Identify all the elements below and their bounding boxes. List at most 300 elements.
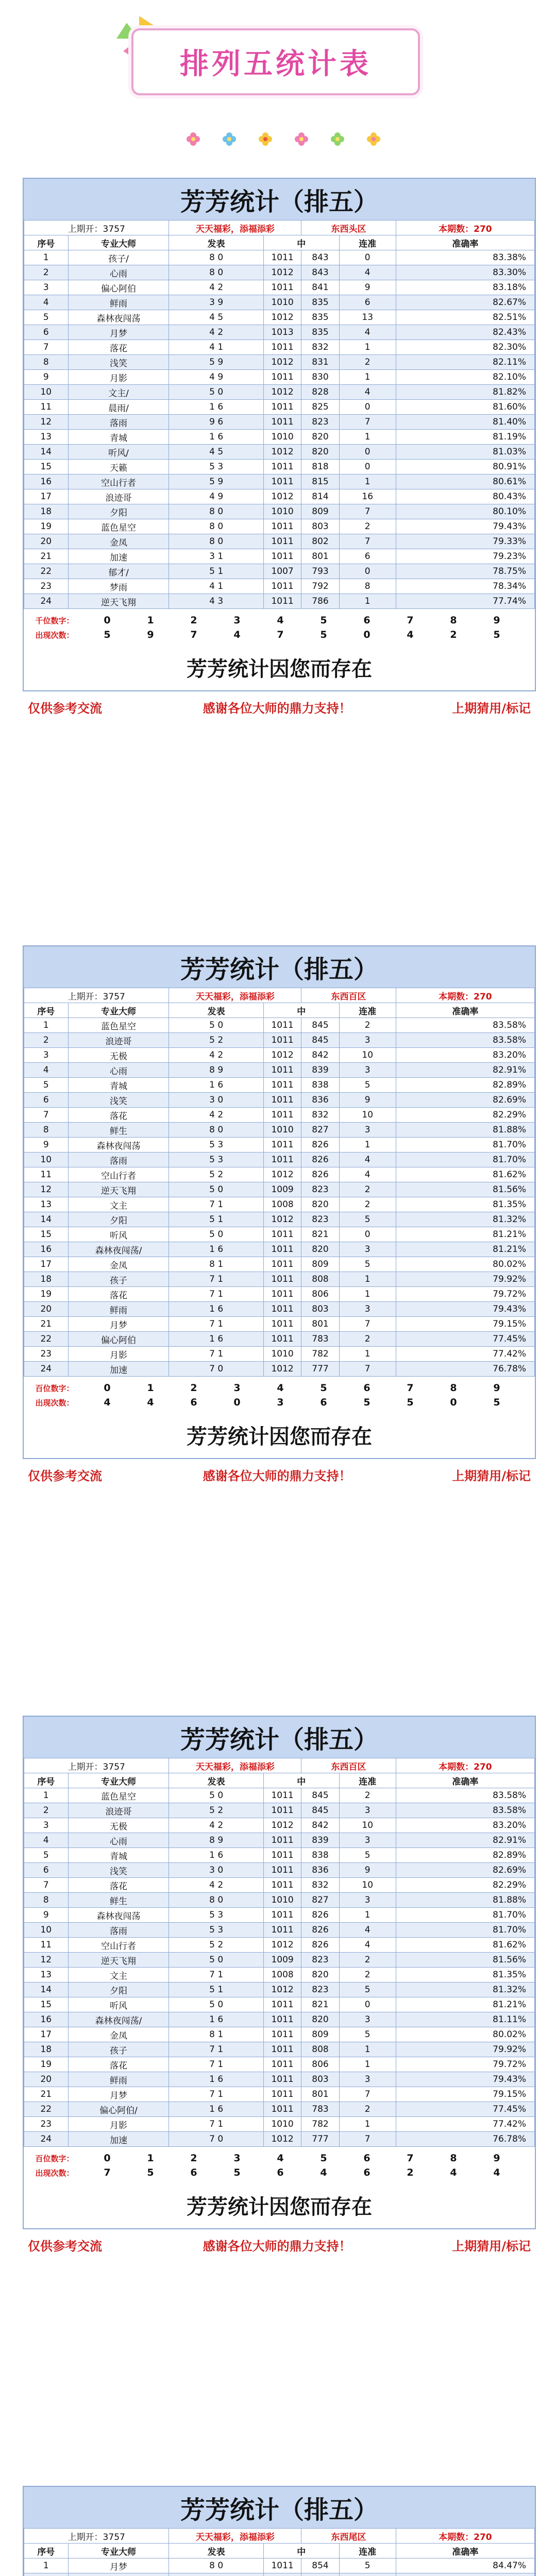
picks-cell: 1 6	[169, 1078, 264, 1093]
master-name-cell: 浪迹哥	[68, 1803, 169, 1818]
master-name-cell: 蓝色星空	[68, 1788, 169, 1803]
hits-cell: 823	[301, 1212, 339, 1227]
rank-cell: 15	[24, 1997, 69, 2012]
hits-cell: 801	[301, 1317, 339, 1332]
count-cell: 4	[407, 629, 414, 640]
rank-cell: 18	[24, 1272, 69, 1287]
master-name-cell: 郁才/	[68, 564, 169, 579]
hits-cell: 838	[301, 1078, 339, 1093]
count-cell: 5	[320, 629, 327, 640]
hits-cell: 820	[301, 1968, 339, 1982]
accuracy-cell: 81.35%	[396, 1197, 534, 1212]
rank-cell: 17	[24, 2027, 69, 2042]
published-cell: 1011	[263, 2087, 301, 2102]
hits-cell: 821	[301, 1997, 339, 2012]
accuracy-cell: 82.43%	[396, 325, 534, 340]
picks-cell: 5 9	[169, 474, 264, 489]
column-header: 中	[263, 1773, 339, 1788]
picks-cell: 4 2	[169, 325, 264, 340]
streak-cell: 2	[339, 2102, 396, 2117]
count-cell: 6	[277, 2167, 284, 2178]
master-name-cell: 夕阳	[68, 504, 169, 519]
region-label: 东西百区	[301, 988, 396, 1003]
hits-cell: 826	[301, 1138, 339, 1153]
rank-cell: 14	[24, 445, 69, 460]
published-cell: 1010	[263, 1893, 301, 1908]
table-row	[24, 1362, 535, 1377]
master-name-cell: 晨雨/	[68, 400, 169, 415]
table-row	[24, 1302, 535, 1317]
accuracy-cell: 79.23%	[396, 549, 534, 564]
streak-cell: 2	[339, 1788, 396, 1803]
digit-cell: 0	[104, 1382, 111, 1394]
rank-cell: 16	[24, 1242, 69, 1257]
master-name-cell: 天籁	[68, 460, 169, 474]
table-row	[24, 1332, 535, 1347]
hits-cell: 823	[301, 1982, 339, 1997]
digit-cell: 3	[233, 615, 241, 626]
table-row	[24, 1953, 535, 1968]
hits-cell: 845	[301, 1018, 339, 1033]
hits-cell: 842	[301, 1818, 339, 1833]
accuracy-cell: 81.70%	[396, 1923, 534, 1938]
this-period-label: 本期数：270	[396, 1758, 534, 1773]
rank-cell: 20	[24, 534, 69, 549]
picks-cell: 5 2	[169, 1167, 264, 1182]
count-cell: 2	[407, 2167, 414, 2178]
count-cell: 4	[233, 629, 241, 640]
streak-cell: 1	[339, 430, 396, 445]
table-row	[24, 1018, 535, 1033]
rank-cell: 24	[24, 594, 69, 609]
table-row	[24, 400, 535, 415]
footer-note	[23, 1459, 536, 1490]
hits-cell: 782	[301, 2117, 339, 2132]
stats-card	[23, 1716, 536, 2229]
hits-cell: 806	[301, 1287, 339, 1302]
accuracy-cell: 81.32%	[396, 1212, 534, 1227]
published-cell: 1010	[263, 2117, 301, 2132]
published-cell: 1011	[263, 1863, 301, 1878]
streak-cell: 7	[339, 2087, 396, 2102]
picks-cell: 8 0	[169, 1123, 264, 1138]
published-cell: 1012	[263, 355, 301, 370]
digit-cell: 2	[190, 1382, 197, 1394]
hits-cell: 836	[301, 1863, 339, 1878]
table-row	[24, 549, 535, 564]
footer-note	[23, 691, 536, 722]
master-name-cell: 青城	[68, 1078, 169, 1093]
count-cell: 4	[493, 2167, 500, 2178]
count-cell: 0	[450, 1397, 457, 1408]
streak-cell: 3	[339, 2072, 396, 2087]
master-name-cell: 森林夜闯荡	[68, 1908, 169, 1923]
count-cell: 6	[320, 1397, 327, 1408]
table-row	[24, 1197, 535, 1212]
published-cell: 1011	[263, 519, 301, 534]
rank-cell: 1	[24, 1788, 69, 1803]
rank-cell: 8	[24, 1123, 69, 1138]
table-row	[24, 430, 535, 445]
master-name-cell: 偏心阿伯	[68, 280, 169, 295]
region-label: 东西尾区	[301, 2529, 396, 2544]
digit-cell: 1	[147, 615, 154, 626]
published-cell: 1010	[263, 1347, 301, 1362]
digit-cell: 3	[233, 2153, 241, 2164]
digit-cell: 5	[320, 1382, 327, 1394]
accuracy-cell: 80.61%	[396, 474, 534, 489]
hits-cell: 826	[301, 1908, 339, 1923]
master-name-cell: 落花	[68, 1108, 169, 1123]
hits-cell: 836	[301, 1093, 339, 1108]
accuracy-cell: 81.62%	[396, 1938, 534, 1953]
master-name-cell: 森林夜闯荡/	[68, 1242, 169, 1257]
picks-cell: 8 0	[169, 504, 264, 519]
hits-cell: 803	[301, 519, 339, 534]
hits-cell: 820	[301, 430, 339, 445]
picks-cell: 1 6	[169, 400, 264, 415]
streak-cell: 0	[339, 250, 396, 265]
count-cell: 5	[233, 2167, 241, 2178]
column-header: 专业大师	[68, 2544, 169, 2558]
digit-cell: 9	[493, 1382, 500, 1394]
master-name-cell: 空山行者	[68, 1938, 169, 1953]
hits-cell: 826	[301, 1923, 339, 1938]
picks-cell: 7 1	[169, 2087, 264, 2102]
published-cell: 1011	[263, 1033, 301, 1048]
table-row	[24, 1982, 535, 1997]
hits-cell: 831	[301, 355, 339, 370]
published-cell: 1011	[263, 534, 301, 549]
accuracy-cell	[396, 2573, 534, 2576]
picks-cell: 3 0	[169, 1863, 264, 1878]
master-name-cell: 孩子	[68, 1272, 169, 1287]
digit-cell: 2	[190, 2153, 197, 2164]
picks-cell: 9 6	[169, 415, 264, 430]
master-name-cell: 心雨	[68, 265, 169, 280]
streak-cell: 0	[339, 564, 396, 579]
master-name-cell: 青城	[68, 430, 169, 445]
table-row	[24, 325, 535, 340]
streak-cell: 10	[339, 1878, 396, 1893]
table-row	[24, 1968, 535, 1982]
streak-cell: 0	[339, 460, 396, 474]
table-row	[24, 1788, 535, 1803]
accuracy-cell: 82.51%	[396, 310, 534, 325]
master-name-cell: 落花	[68, 1287, 169, 1302]
master-name-cell: 金凤	[68, 1257, 169, 1272]
published-cell: 1007	[263, 564, 301, 579]
published-cell: 1011	[263, 250, 301, 265]
table-row	[24, 1908, 535, 1923]
accuracy-cell: 81.62%	[396, 1167, 534, 1182]
rank-cell: 19	[24, 2057, 69, 2072]
streak-cell: 4	[339, 1938, 396, 1953]
rank-cell: 2	[24, 265, 69, 280]
master-name-cell: 逆天飞翔	[68, 1182, 169, 1197]
rank-cell: 3	[24, 1048, 69, 1063]
table-row	[24, 1347, 535, 1362]
digit-cell: 8	[450, 1382, 457, 1394]
master-name-cell: 听风/	[68, 445, 169, 460]
hits-cell: 815	[301, 474, 339, 489]
picks-cell: 5 2	[169, 1803, 264, 1818]
summary-label: 出现次数：	[35, 2168, 74, 2178]
column-header: 序号	[24, 235, 69, 250]
streak-cell: 3	[339, 1302, 396, 1317]
streak-cell: 4	[339, 265, 396, 280]
info-row	[24, 2529, 535, 2544]
flower-icon	[294, 131, 309, 147]
streak-cell: 4	[339, 1167, 396, 1182]
master-name-cell: 孩子	[68, 2042, 169, 2057]
digit-cell: 6	[363, 1382, 370, 1394]
master-name-cell: 浅笑	[68, 1863, 169, 1878]
period-label: 上期开：3757	[24, 988, 169, 1003]
accuracy-cell: 79.43%	[396, 519, 534, 534]
count-row	[24, 628, 535, 642]
stats-section	[23, 178, 536, 722]
master-name-cell: 落花	[68, 340, 169, 355]
hits-cell: 793	[301, 564, 339, 579]
table-row	[24, 1048, 535, 1063]
count-cell: 4	[320, 2167, 327, 2178]
accuracy-cell: 81.82%	[396, 385, 534, 400]
streak-cell: 2	[339, 1018, 396, 1033]
hits-cell: 777	[301, 2132, 339, 2147]
published-cell: 1011	[263, 460, 301, 474]
accuracy-cell: 82.69%	[396, 1093, 534, 1108]
streak-cell: 5	[339, 1257, 396, 1272]
rank-cell: 11	[24, 1938, 69, 1953]
hits-cell: 854	[301, 2558, 339, 2573]
column-header: 专业大师	[68, 1003, 169, 1018]
accuracy-cell: 77.42%	[396, 2117, 534, 2132]
table-row	[24, 1182, 535, 1197]
accuracy-cell: 81.32%	[396, 1982, 534, 1997]
footer-note-left: 仅供参考交流	[28, 701, 102, 716]
master-name-cell: 孩子/	[68, 250, 169, 265]
master-name-cell: 夕阳	[68, 1212, 169, 1227]
flower-icon	[258, 131, 273, 147]
picks-cell: 7 0	[169, 1362, 264, 1377]
table-row	[24, 1893, 535, 1908]
picks-cell: 4 3	[169, 594, 264, 609]
picks-cell: 1 6	[169, 2102, 264, 2117]
master-name-cell: 蓝色星空	[68, 519, 169, 534]
digit-cell: 7	[407, 2153, 414, 2164]
hits-cell: 818	[301, 460, 339, 474]
hits-cell: 838	[301, 1848, 339, 1863]
picks-cell: 7 1	[169, 2042, 264, 2057]
streak-cell: 4	[339, 385, 396, 400]
stats-section	[23, 1716, 536, 2260]
streak-cell: 3	[339, 1893, 396, 1908]
digit-cell: 0	[104, 2153, 111, 2164]
picks-cell: 1 6	[169, 430, 264, 445]
streak-cell: 2	[339, 519, 396, 534]
table-row	[24, 1818, 535, 1833]
rank-cell: 6	[24, 1863, 69, 1878]
master-name-cell: 金凤	[68, 534, 169, 549]
picks-cell: 4 5	[169, 310, 264, 325]
accuracy-cell: 81.70%	[396, 1908, 534, 1923]
rank-cell: 10	[24, 385, 69, 400]
column-header: 序号	[24, 2544, 69, 2558]
accuracy-cell: 80.02%	[396, 2027, 534, 2042]
accuracy-cell: 82.67%	[396, 295, 534, 310]
picks-cell: 5 3	[169, 1923, 264, 1938]
period-label: 上期开：3757	[24, 221, 169, 235]
published-cell: 1010	[263, 504, 301, 519]
table-row	[24, 1317, 535, 1332]
picks-cell: 7 1	[169, 2057, 264, 2072]
streak-cell: 1	[339, 2117, 396, 2132]
published-cell: 1011	[263, 1878, 301, 1893]
streak-cell: 1	[339, 2057, 396, 2072]
rank-cell: 10	[24, 1153, 69, 1167]
hits-cell: 823	[301, 1953, 339, 1968]
published-cell: 1012	[263, 310, 301, 325]
footer-note-right: 上期猜用/标记	[452, 701, 531, 716]
master-name-cell: 心雨	[68, 1063, 169, 1078]
digit-summary	[24, 2147, 535, 2182]
published-cell: 1011	[263, 1108, 301, 1123]
this-period-label: 本期数：270	[396, 2529, 534, 2544]
picks-cell: 4 5	[169, 445, 264, 460]
digit-summary	[24, 1377, 535, 1412]
digit-cell: 9	[493, 615, 500, 626]
accuracy-cell: 81.56%	[396, 1953, 534, 1968]
count-cell: 5	[493, 1397, 500, 1408]
accuracy-cell: 82.91%	[396, 1063, 534, 1078]
picks-cell: 1 6	[169, 1848, 264, 1863]
rank-cell: 12	[24, 1953, 69, 1968]
column-header: 连准	[339, 2544, 396, 2558]
header-row	[24, 1003, 535, 1018]
master-name-cell: 月影	[68, 370, 169, 385]
published-cell: 1012	[263, 1362, 301, 1377]
column-header: 准确率	[396, 235, 534, 250]
card-title: 芳芳统计（排五）	[180, 187, 378, 216]
master-name-cell: 落花	[68, 2057, 169, 2072]
summary-label: 千位数字：	[35, 616, 74, 625]
rank-cell: 5	[24, 310, 69, 325]
rank-cell: 11	[24, 1167, 69, 1182]
hits-cell: 828	[301, 385, 339, 400]
rank-cell: 3	[24, 1818, 69, 1833]
table-row	[24, 445, 535, 460]
accuracy-cell: 83.20%	[396, 1048, 534, 1063]
table-row	[24, 1878, 535, 1893]
master-name-cell: 心雨	[68, 1833, 169, 1848]
hits-cell	[301, 2573, 339, 2576]
title-banner	[131, 28, 420, 95]
accuracy-cell: 77.45%	[396, 2102, 534, 2117]
table-row	[24, 534, 535, 549]
table-row	[24, 1108, 535, 1123]
hits-cell: 826	[301, 1153, 339, 1167]
summary-label: 出现次数：	[35, 630, 74, 640]
picks-cell: 5 1	[169, 564, 264, 579]
master-name-cell: 夕阳	[68, 1982, 169, 1997]
master-name-cell: 鲜雨	[68, 295, 169, 310]
master-name-cell: 月梦	[68, 1317, 169, 1332]
published-cell: 1012	[263, 1982, 301, 1997]
accuracy-cell: 82.89%	[396, 1078, 534, 1093]
picks-cell: 4 2	[169, 280, 264, 295]
table-row	[24, 265, 535, 280]
footer-note-left: 仅供参考交流	[28, 1468, 102, 1483]
table-row	[24, 489, 535, 504]
master-name-cell: 加速	[68, 1362, 169, 1377]
accuracy-cell: 82.11%	[396, 355, 534, 370]
stats-table	[24, 988, 535, 1377]
count-cell: 4	[450, 2167, 457, 2178]
accuracy-cell: 81.70%	[396, 1153, 534, 1167]
table-row	[24, 579, 535, 594]
streak-cell: 6	[339, 549, 396, 564]
footer-note-right: 上期猜用/标记	[452, 2239, 531, 2253]
count-cell: 7	[104, 2167, 111, 2178]
picks-cell: 7 1	[169, 1968, 264, 1982]
picks-cell: 4 2	[169, 1048, 264, 1063]
accuracy-cell: 79.72%	[396, 1287, 534, 1302]
table-row	[24, 2102, 535, 2117]
table-row	[24, 1863, 535, 1878]
published-cell: 1011	[263, 1302, 301, 1317]
column-header: 连准	[339, 235, 396, 250]
count-cell: 5	[407, 1397, 414, 1408]
picks-cell: 5 3	[169, 1153, 264, 1167]
picks-cell: 8 9	[169, 1063, 264, 1078]
picks-cell: 5 3	[169, 1908, 264, 1923]
picks-cell: 5 1	[169, 1212, 264, 1227]
hits-cell: 783	[301, 2102, 339, 2117]
accuracy-cell: 79.33%	[396, 534, 534, 549]
flower-icon	[330, 131, 345, 147]
rank-cell: 23	[24, 2117, 69, 2132]
rank-cell: 20	[24, 2072, 69, 2087]
hits-cell: 786	[301, 594, 339, 609]
published-cell: 1011	[263, 1287, 301, 1302]
table-row	[24, 2012, 535, 2027]
table-row	[24, 1063, 535, 1078]
accuracy-cell: 81.03%	[396, 445, 534, 460]
published-cell: 1009	[263, 1953, 301, 1968]
footer-note-mid: 感谢各位大师的鼎力支持！	[203, 2239, 351, 2253]
streak-cell: 5	[339, 1848, 396, 1863]
picks-cell: 1 6	[169, 2012, 264, 2027]
hits-cell: 802	[301, 534, 339, 549]
digit-cell: 6	[363, 2153, 370, 2164]
accuracy-cell: 83.58%	[396, 1788, 534, 1803]
hits-cell: 809	[301, 504, 339, 519]
rank-cell: 10	[24, 1923, 69, 1938]
streak-cell: 3	[339, 1123, 396, 1138]
column-header: 发表	[169, 235, 264, 250]
stats-section	[23, 2486, 536, 2576]
published-cell: 1011	[263, 1803, 301, 1818]
table-row	[24, 1803, 535, 1818]
count-row	[24, 1395, 535, 1410]
hits-cell: 830	[301, 370, 339, 385]
picks-cell: 1 6	[169, 2072, 264, 2087]
master-name-cell: 文主	[68, 1197, 169, 1212]
master-name-cell: 无极	[68, 1818, 169, 1833]
streak-cell: 1	[339, 1347, 396, 1362]
table-row	[24, 295, 535, 310]
